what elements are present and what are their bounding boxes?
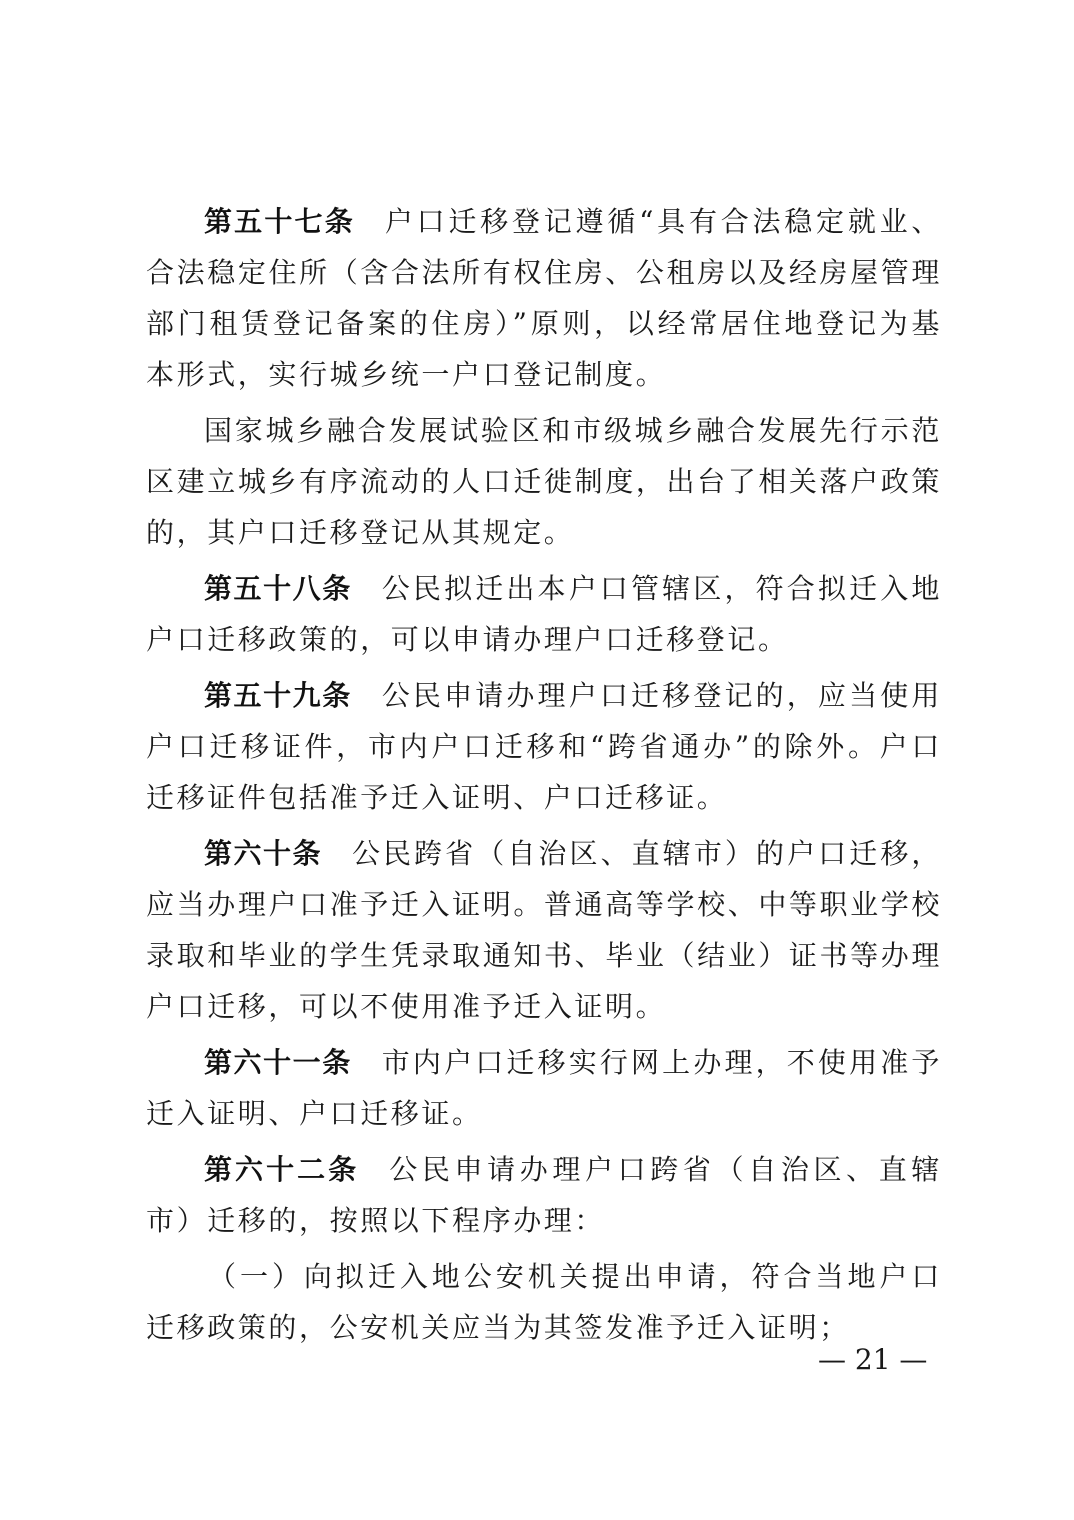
article-number: 第五十九条 bbox=[204, 679, 352, 712]
page-number: — 21 — bbox=[818, 1343, 928, 1376]
article-57-paragraph-2: 国家城乡融合发展试验区和市级城乡融合发展先行示范区建立城乡有序流动的人口迁徙制度，出台了相关落户政策的，其户口迁移登记从其规定。 bbox=[146, 414, 942, 549]
document-body bbox=[146, 196, 942, 1358]
article-62-item-1: （一）向拟迁入地公安机关提出申请，符合当地户口迁移政策的，公安机关应当为其签发准予迁入证明； bbox=[146, 1260, 942, 1344]
article-number: 第六十一条 bbox=[204, 1046, 352, 1079]
article-number: 第六十二条 bbox=[204, 1153, 360, 1186]
article-text: 公民跨省（自治区、直辖市）的户口迁移，应当办理户口准予迁入证明。普通高等学校、中等职业学校录取和毕业的学生凭录取通知书、毕业（结业）证书等办理户口迁移，可以不使用准予迁入证明。 bbox=[146, 837, 942, 1023]
article-57-paragraph-1 bbox=[146, 196, 942, 400]
article-60-paragraph-1 bbox=[146, 828, 942, 1032]
article-text: 市内户口迁移实行网上办理，不使用准予迁入证明、户口迁移证。 bbox=[146, 1046, 942, 1130]
article-text: 公民申请办理户口迁移登记的，应当使用户口迁移证件，市内户口迁移和“跨省通办”的除外。户口迁移证件包括准予迁入证明、户口迁移证。 bbox=[146, 679, 942, 814]
article-text: 公民拟迁出本户口管辖区，符合拟迁入地户口迁移政策的，可以申请办理户口迁移登记。 bbox=[146, 572, 942, 656]
article-59-paragraph-1 bbox=[146, 670, 942, 823]
article-text: 公民申请办理户口跨省（自治区、直辖市）迁移的，按照以下程序办理： bbox=[146, 1153, 942, 1237]
article-number: 第五十七条 bbox=[204, 205, 355, 238]
article-text: 户口迁移登记遵循“具有合法稳定就业、合法稳定住所（含合法所有权住房、公租房以及经房屋管理部门租赁登记备案的住房）”原则，以经常居住地登记为基本形式，实行城乡统一户口登记制度。 bbox=[146, 205, 942, 391]
article-58-paragraph-1 bbox=[146, 563, 942, 665]
article-number: 第五十八条 bbox=[204, 572, 352, 605]
article-61-paragraph-1 bbox=[146, 1037, 942, 1139]
article-62-paragraph-1 bbox=[146, 1144, 942, 1246]
article-number: 第六十条 bbox=[204, 837, 322, 870]
